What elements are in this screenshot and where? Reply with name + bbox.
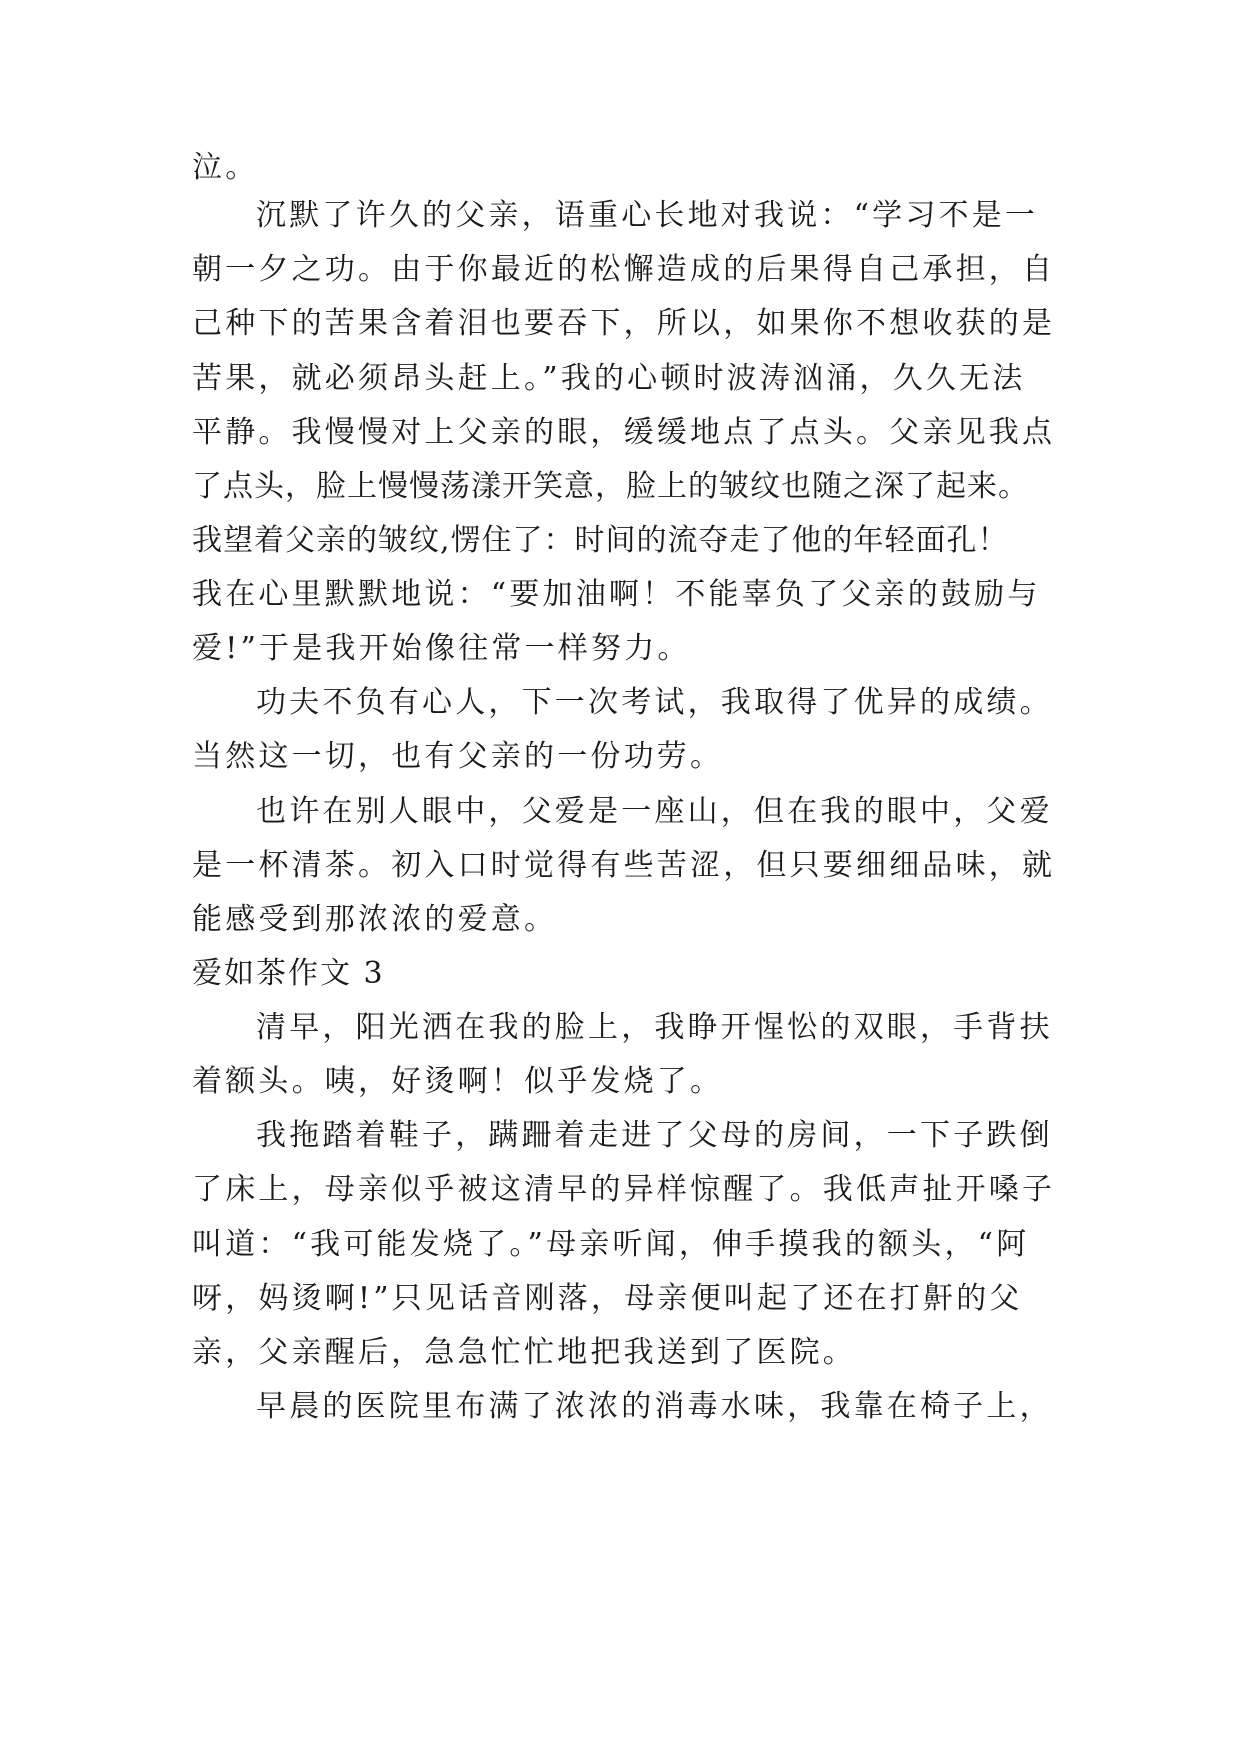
- text-line: 当然这一切，也有父亲的一份功劳。: [192, 739, 724, 774]
- text-line: 着额头。咦，好烫啊！似乎发烧了。: [192, 1064, 724, 1099]
- text-line: 叫道：“我可能发烧了。”母亲听闻，伸手摸我的额头，“阿: [192, 1227, 1030, 1262]
- text-line: 呀，妈烫啊!”只见话音刚落，母亲便叫起了还在打鼾的父: [192, 1281, 1023, 1316]
- paragraph-start: 早晨的医院里布满了浓浓的消毒水味，我靠在椅子上，: [256, 1389, 1053, 1424]
- text-line: 平静。我慢慢对上父亲的眼，缓缓地点了点头。父亲见我点: [192, 415, 1056, 450]
- paragraph-start: 功夫不负有心人，下一次考试，我取得了优异的成绩。: [256, 685, 1053, 720]
- text-line: 我望着父亲的皱纹,愣住了：时间的流夺走了他的年轻面孔！: [192, 523, 1009, 558]
- text-line: 苦果，就必须昂头赶上。”我的心顿时波涛汹涌，久久无法: [192, 361, 1026, 396]
- text-line: 己种下的苦果含着泪也要吞下，所以，如果你不想收获的是: [192, 306, 1056, 341]
- paragraph-start: 沉默了许久的父亲，语重心长地对我说：“学习不是一: [256, 198, 1039, 233]
- paragraph-start: 我拖踏着鞋子，蹒跚着走进了父母的房间，一下子跌倒: [256, 1118, 1053, 1153]
- text-line: 爱!”于是我开始像往常一样努力。: [192, 631, 691, 666]
- paragraph-start: 清早，阳光洒在我的脸上，我睁开惺忪的双眼，手背扶: [256, 1010, 1053, 1045]
- text-line: 我在心里默默地说：“要加油啊！不能辜负了父亲的鼓励与: [192, 577, 1041, 612]
- text-line: 朝一夕之功。由于你最近的松懈造成的后果得自己承担，自: [192, 252, 1056, 287]
- text-line: 泣。: [192, 150, 259, 185]
- section-heading: 爱如茶作文 3: [192, 956, 385, 991]
- text-line: 能感受到那浓浓的爱意。: [192, 902, 558, 937]
- text-line: 亲，父亲醒后，急急忙忙地把我送到了医院。: [192, 1335, 856, 1370]
- paragraph-start: 也许在别人眼中，父爱是一座山，但在我的眼中，父爱: [256, 794, 1053, 829]
- text-line: 了点头，脸上慢慢荡漾开笑意，脸上的皱纹也随之深了起来。: [192, 469, 1029, 504]
- text-line: 了床上，母亲似乎被这清早的异样惊醒了。我低声扯开嗓子: [192, 1172, 1056, 1207]
- text-line: 是一杯清茶。初入口时觉得有些苦涩，但只要细细品味，就: [192, 848, 1056, 883]
